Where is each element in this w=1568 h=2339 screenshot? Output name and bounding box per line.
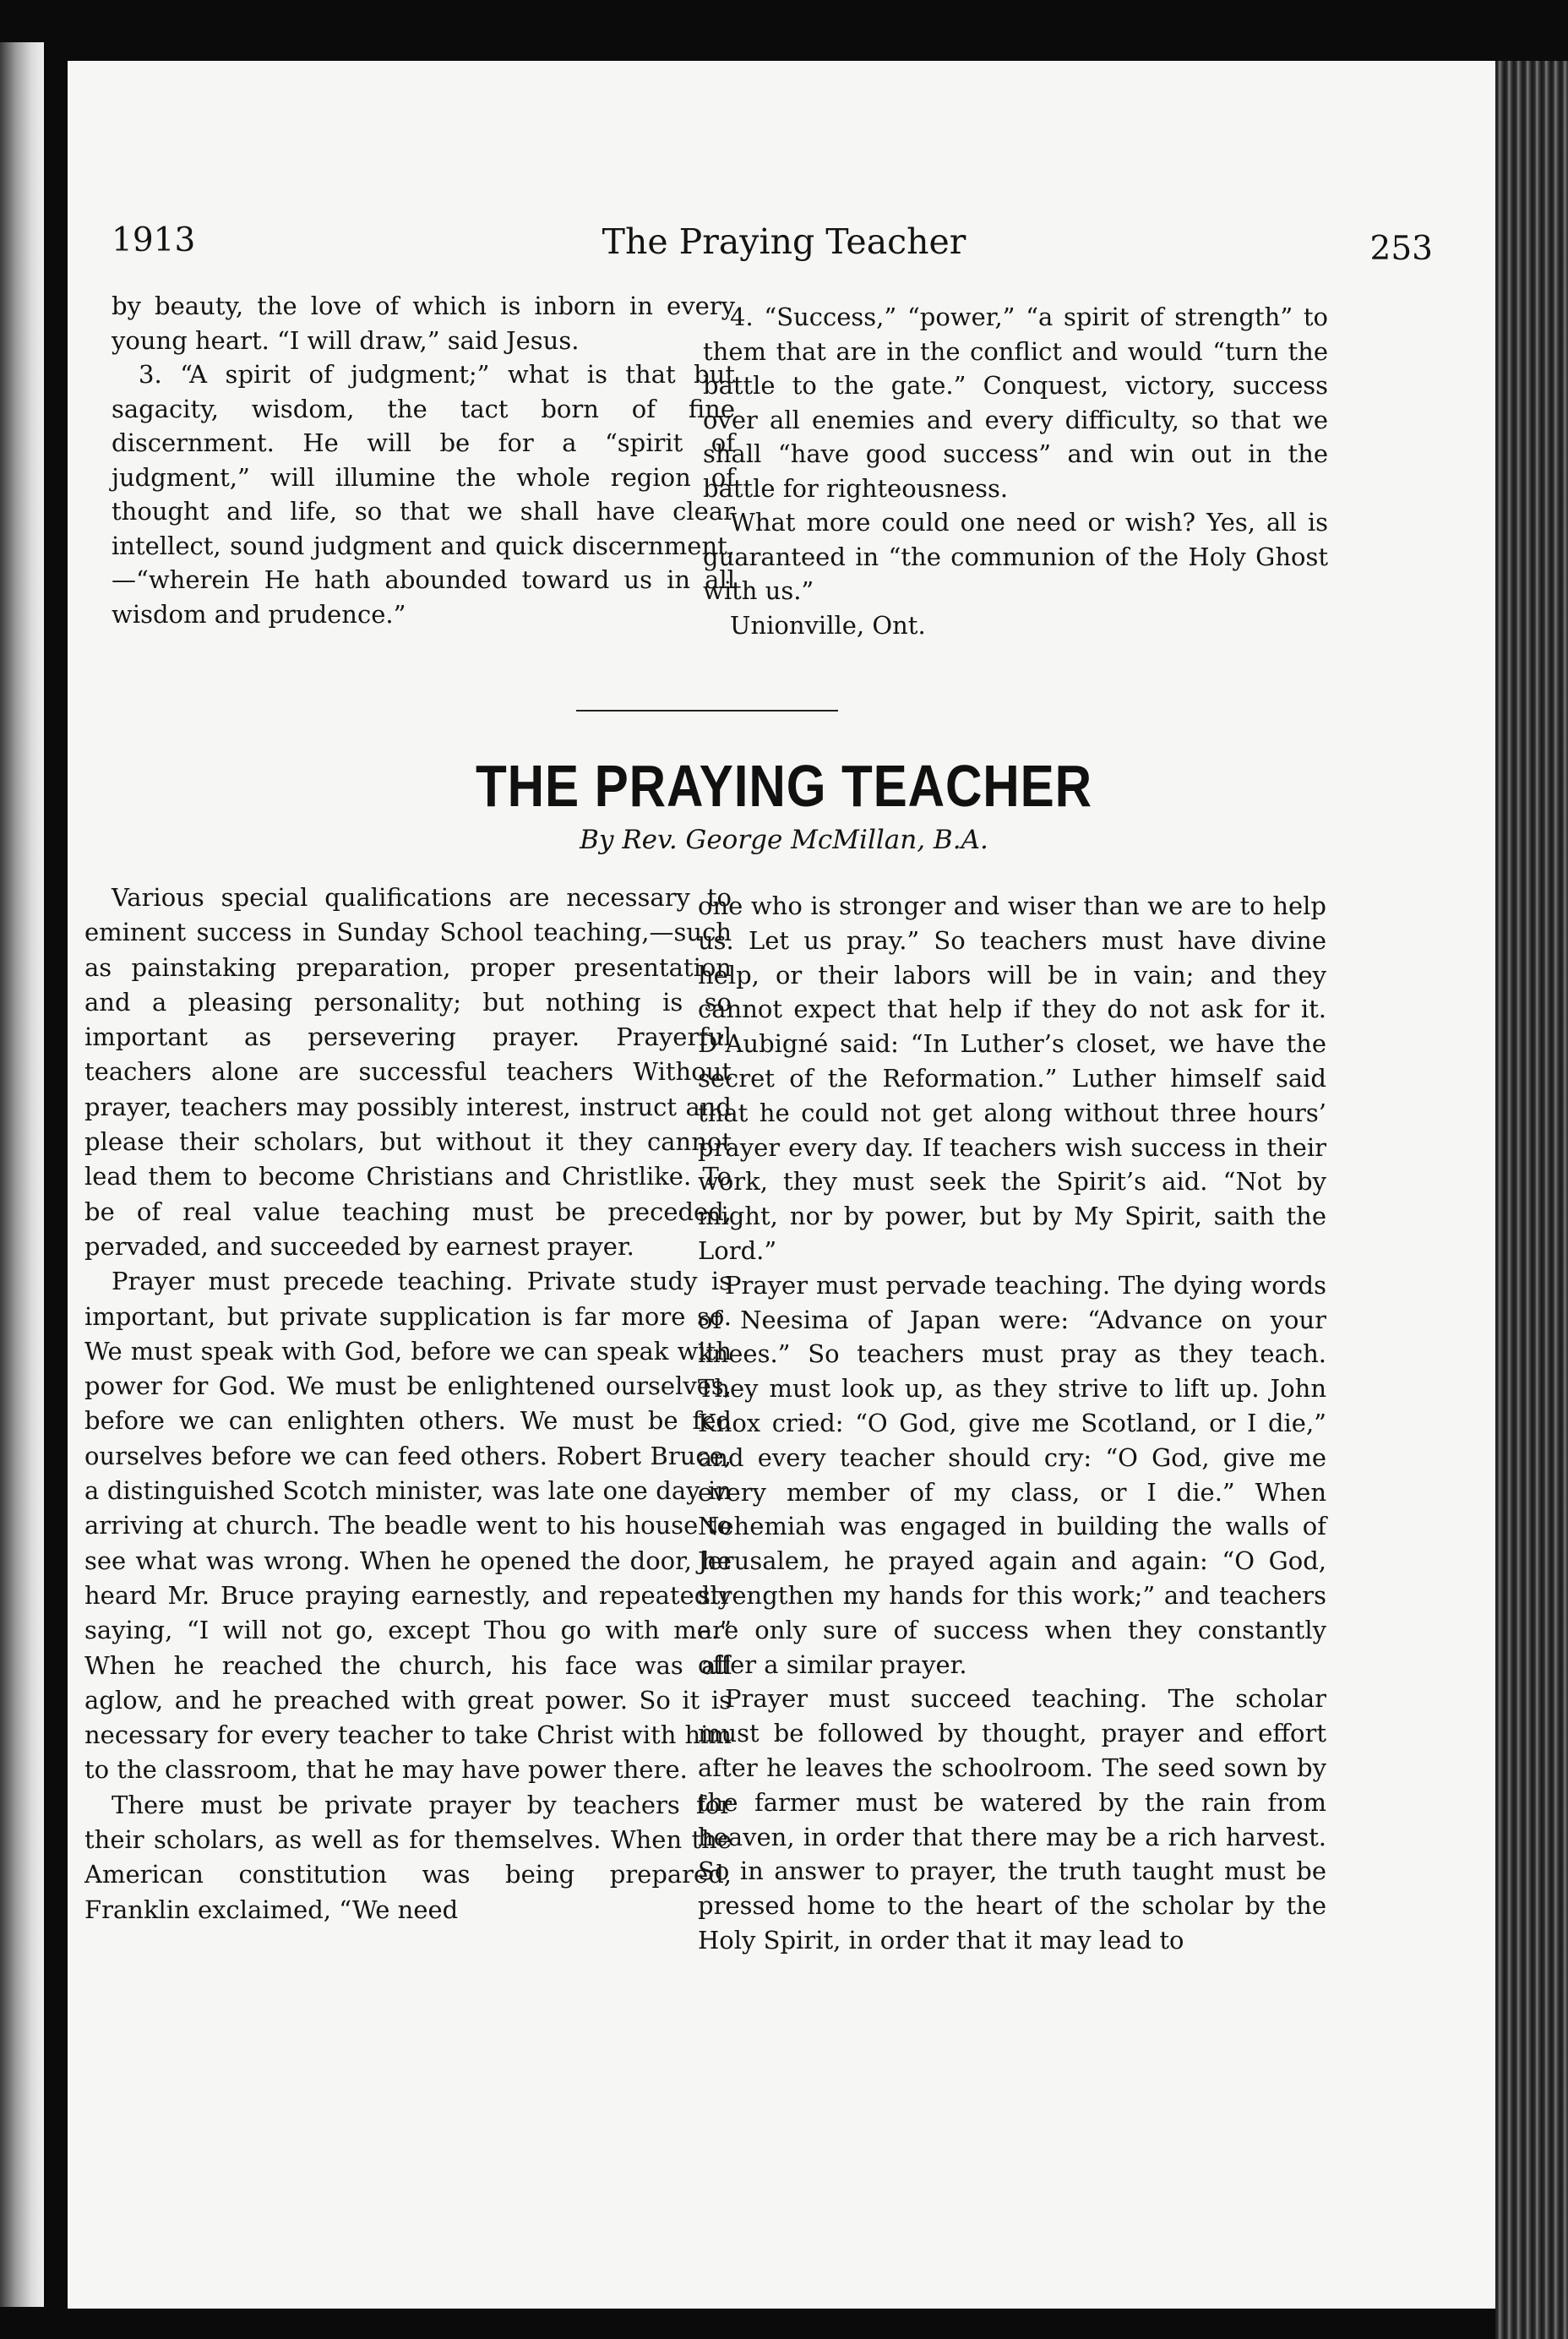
running-title: The Praying Teacher — [602, 221, 966, 262]
article-column-right — [698, 889, 1326, 1958]
book-right-edge — [1495, 61, 1568, 2339]
section-divider — [576, 710, 838, 712]
paragraph: 4. “Success,” “power,” “a spirit of strength” to them that are in the conflict and would “turn the battle to the gate.” Conquest, victory, success over all enemies and every difficulty, so that we shall “have good success” and win out in the battle for righteousness. — [703, 303, 1328, 503]
sign-off: Unionville, Ont. — [730, 610, 926, 640]
continued-column-left — [112, 289, 735, 631]
page-header — [0, 221, 1568, 272]
byline: By Rev. George McMillan, B.A. — [580, 825, 988, 855]
paragraph: Various special qualifications are necessary to eminent success in Sunday School teaching,—such as painstaking preparation, proper presentation and a pleasing personality; but nothing is so important as persevering prayer. Prayerful teachers alone are successful teachers Without prayer, teachers may possibly interest, instruct and please their scholars, but without it they cannot lead them to become Christians and Christlike. To be of real value teaching must be preceded, pervaded, and succeeded by earnest prayer. — [84, 883, 732, 1261]
paragraph: by beauty, the love of which is inborn in every young heart. “I will draw,” said Jesus. — [112, 292, 735, 355]
paragraph: There must be private prayer by teachers for their scholars, as well as for themselves. When the American constitution was being prepared, Franklin exclaimed, “We need — [84, 1790, 732, 1924]
article-title: THE PRAYING TEACHER — [476, 753, 1092, 819]
header-year: 1913 — [112, 221, 196, 259]
paragraph: Prayer must succeed teaching. The scholar must be followed by thought, prayer and effort after he leaves the schoolroom. The seed sown by the farmer must be watered by the rain from heaven, in order that there may be a rich harvest. So in answer to prayer, the truth taught must be pressed home to the heart of the scholar by the Holy Spirit, in order that it may lead to — [698, 1684, 1326, 1955]
paragraph: one who is stronger and wiser than we are to help us. Let us pray.” So teachers must have divine help, or their labors will be in vain; and they cannot expect that help if they do not ask for it. D’Aubigné said: “In Luther’s closet, we have the secret of the Reformation.” Luther himself said that he could not get along without three hours’ prayer every day. If teachers wish success in their work, they must seek the Spirit’s aid. “Not by might, nor by power, but by My Spirit, saith the Lord.” — [698, 891, 1326, 1265]
paragraph: Prayer must precede teaching. Private study is important, but private supplication is far more so. We must speak with God, before we can speak with power for God. We must be enlightened ourselves, before we can enlighten others. We must be fed ourselves before we can feed others. Robert Bruce, a distinguished Scotch minister, was late one day in arriving at church. The beadle went to his house to see what was wrong. When he opened the door, he heard Mr. Bruce praying earnestly, and repeatedly saying, “I will not go, except Thou go with me.” When he reached the church, his face was all aglow, and he preached with great power. So it is necessary for every teacher to take Christ with him to the classroom, that he may have power there. — [84, 1267, 732, 1785]
continued-column-right — [703, 300, 1328, 642]
book-left-edge — [0, 42, 44, 2307]
paragraph: What more could one need or wish? Yes, all is guaranteed in “the communion of the Holy Ghost with us.” — [703, 508, 1328, 605]
page-number: 253 — [1369, 230, 1433, 268]
paragraph: Prayer must pervade teaching. The dying words of Neesima of Japan were: “Advance on your knees.” So teachers must pray as they teach. They must look up, as they strive to lift up. John Knox cried: “O God, give me Scotland, or I die,” and every teacher should cry: “O God, give me every member of my class, or I die.” When Nehemiah was engaged in building the walls of Jerusalem, he prayed again and again: “O God, strengthen my hands for this work;” and teachers are only sure of success when they constantly offer a similar prayer. — [698, 1270, 1326, 1679]
paragraph: 3. “A spirit of judgment;” what is that but sagacity, wisdom, the tact born of fine discernment. He will be for a “spirit of judgment,” will illumine the whole region of thought and life, so that we shall have clear intellect, sound judgment and quick discernment,—“wherein He hath abounded toward us in all wisdom and prudence.” — [112, 360, 735, 629]
article-column-left — [84, 881, 732, 1927]
